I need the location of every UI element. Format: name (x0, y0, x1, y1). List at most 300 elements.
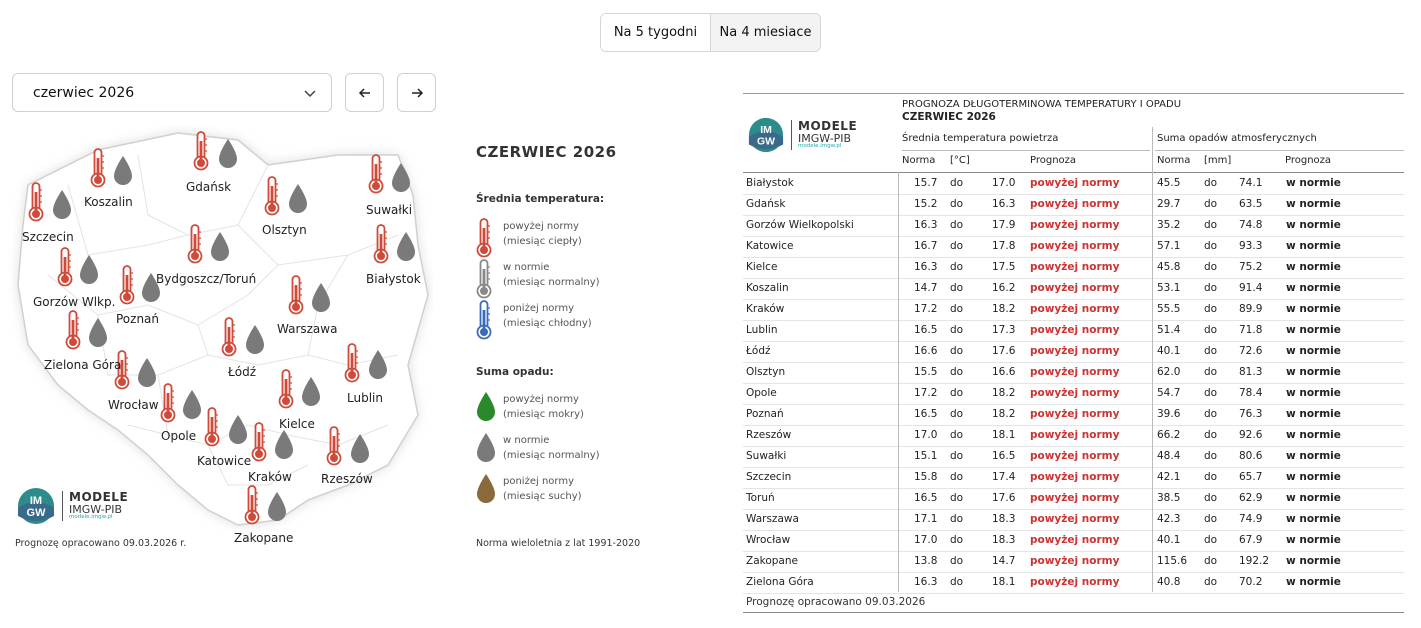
col-precip-unit: [mm] (1204, 155, 1232, 166)
cell-pf: w normie (1286, 534, 1341, 546)
imgw-emblem-icon (16, 486, 56, 526)
cell-pf: w normie (1286, 408, 1341, 420)
cell-t1: 16.3 (914, 576, 938, 588)
cell-pf: w normie (1286, 576, 1341, 588)
cell-pf: w normie (1286, 303, 1341, 315)
table-row (743, 278, 1404, 300)
thermometer-icon (187, 224, 203, 268)
map-city-label: Zielona Góra (44, 358, 122, 372)
cell-t1: 16.3 (914, 261, 938, 273)
table-row (743, 551, 1404, 573)
map-city-label: Suwałki (366, 203, 413, 217)
temp-group-header: Średnia temperatura powietrza (902, 133, 1059, 144)
cell-p1: 62.0 (1157, 366, 1181, 378)
svg-text:GW: GW (26, 507, 46, 519)
cell-p2: 75.2 (1239, 261, 1263, 273)
table-row (743, 509, 1404, 531)
raindrop-icon (475, 391, 497, 427)
map-city-label: Łódź (228, 365, 257, 379)
range-do-label: do (1204, 492, 1218, 504)
map-city-label: Kielce (279, 417, 315, 431)
map-city-label: Zakopane (234, 531, 294, 545)
cell-pf: w normie (1286, 366, 1341, 378)
range-do-label: do (950, 471, 964, 483)
logo-line-2: IMGW-PIB (798, 131, 852, 145)
cell-p1: 42.3 (1157, 513, 1181, 525)
cell-t2: 17.6 (992, 492, 1016, 504)
range-do-label: do (950, 408, 964, 420)
arrow-left-icon (358, 86, 372, 100)
raindrop-icon (78, 254, 100, 290)
cell-t1: 13.8 (914, 555, 938, 567)
cell-t1: 16.5 (914, 492, 938, 504)
cell-pf: w normie (1286, 345, 1341, 357)
cell-p1: 29.7 (1157, 198, 1181, 210)
cell-t2: 18.1 (992, 576, 1016, 588)
table-subtitle: CZERWIEC 2026 (902, 111, 996, 123)
cell-p1: 55.5 (1157, 303, 1181, 315)
range-do-label: do (1204, 534, 1218, 546)
legend-item-text (503, 392, 584, 422)
table-row (743, 530, 1404, 552)
tab-4-months[interactable]: Na 4 miesiace (710, 14, 820, 51)
col-temp-unit: [°C] (950, 155, 970, 166)
cell-p1: 45.8 (1157, 261, 1181, 273)
cell-p2: 63.5 (1239, 198, 1263, 210)
raindrop-icon (112, 155, 134, 191)
legend-temp-header: Średnia temperatura: (476, 193, 605, 205)
map-city-label: Bydgoszcz/Toruń (156, 272, 257, 286)
raindrop-icon (300, 376, 322, 412)
range-do-label: do (950, 177, 964, 189)
cell-tf: powyżej normy (1030, 324, 1120, 336)
cell-t1: 15.1 (914, 450, 938, 462)
cell-t1: 17.2 (914, 387, 938, 399)
cell-t1: 15.7 (914, 177, 938, 189)
legend-item-label: powyżej normy (503, 394, 579, 405)
range-do-label: do (950, 240, 964, 252)
month-select-value: czerwiec 2026 (33, 84, 135, 101)
cell-city: Olsztyn (746, 366, 786, 378)
map-city-label: Kraków (248, 470, 292, 484)
cell-pf: w normie (1286, 240, 1341, 252)
cell-p1: 40.1 (1157, 534, 1181, 546)
cell-tf: powyżej normy (1030, 219, 1120, 231)
range-do-label: do (1204, 366, 1218, 378)
cell-t1: 14.7 (914, 282, 938, 294)
map-city-label: Gorzów Wlkp. (33, 295, 116, 309)
legend-item-sublabel: (miesiąc normalny) (503, 450, 600, 461)
cell-t2: 17.0 (992, 177, 1016, 189)
thermometer-icon (344, 343, 360, 387)
thermometer-icon (288, 275, 304, 319)
map-city-label: Olsztyn (262, 223, 307, 237)
cell-city: Wrocław (746, 534, 791, 546)
table-footer: Prognozę opracowano 09.03.2026 (746, 596, 926, 608)
arrow-right-icon (410, 86, 424, 100)
range-do-label: do (950, 450, 964, 462)
cell-tf: powyżej normy (1030, 198, 1120, 210)
cell-t2: 17.6 (992, 345, 1016, 357)
cell-t2: 17.9 (992, 219, 1016, 231)
thermometer-icon (28, 182, 44, 226)
cell-tf: powyżej normy (1030, 282, 1120, 294)
range-do-label: do (950, 576, 964, 588)
cell-tf: powyżej normy (1030, 450, 1120, 462)
map-city-label: Katowice (197, 454, 252, 468)
raindrop-icon (367, 349, 389, 385)
table-row (743, 404, 1404, 426)
map-city-label: Koszalin (84, 195, 133, 209)
cell-p2: 62.9 (1239, 492, 1263, 504)
norm-note: Norma wieloletnia z lat 1991-2020 (476, 538, 641, 549)
cell-t1: 16.3 (914, 219, 938, 231)
cell-city: Katowice (746, 240, 794, 252)
cell-p2: 80.6 (1239, 450, 1263, 462)
forecast-range-tabs (600, 13, 821, 52)
cell-city: Zakopane (746, 555, 798, 567)
range-do-label: do (950, 492, 964, 504)
range-do-label: do (950, 219, 964, 231)
thermometer-icon (160, 383, 176, 427)
cell-p1: 35.2 (1157, 219, 1181, 231)
legend-item-label: poniżej normy (503, 303, 574, 314)
cell-p1: 54.7 (1157, 387, 1181, 399)
map-footer: Prognozę opracowano 09.03.2026 r. (15, 538, 187, 549)
range-do-label: do (950, 555, 964, 567)
range-do-label: do (950, 366, 964, 378)
raindrop-icon (244, 324, 266, 360)
table-title: PROGNOZA DŁUGOTERMINOWA TEMPERATURY I OPADU (902, 99, 1182, 110)
cell-t2: 16.5 (992, 450, 1016, 462)
thermometer-icon (476, 259, 492, 303)
tab-5-weeks[interactable]: Na 5 tygodni (601, 14, 710, 51)
raindrop-icon (390, 162, 412, 198)
forecast-map (8, 125, 433, 545)
table-row (743, 173, 1404, 195)
raindrop-icon (273, 429, 295, 465)
range-do-label: do (950, 324, 964, 336)
range-do-label: do (1204, 261, 1218, 273)
cell-t2: 18.2 (992, 303, 1016, 315)
raindrop-icon (287, 183, 309, 219)
legend-item-label: powyżej normy (503, 221, 579, 232)
range-do-label: do (1204, 177, 1218, 189)
range-do-label: do (1204, 240, 1218, 252)
col-precip-norma: Norma (1157, 155, 1191, 166)
cell-city: Łódź (746, 345, 771, 357)
legend-item-text (503, 260, 600, 290)
cell-city: Koszalin (746, 282, 789, 294)
cell-p1: 38.5 (1157, 492, 1181, 504)
thermometer-icon (476, 300, 492, 344)
col-temp-norma: Norma (902, 155, 936, 166)
legend-item-sublabel: (miesiąc mokry) (503, 409, 584, 420)
thermometer-icon (119, 265, 135, 309)
logo-line-1: MODELE (798, 119, 858, 134)
map-city-label: Opole (161, 429, 197, 443)
forecast-table (743, 93, 1404, 613)
legend-item-text (503, 433, 600, 463)
range-do-label: do (950, 198, 964, 210)
cell-pf: w normie (1286, 492, 1341, 504)
cell-p2: 74.8 (1239, 219, 1263, 231)
table-row (743, 257, 1404, 279)
cell-t2: 17.8 (992, 240, 1016, 252)
cell-tf: powyżej normy (1030, 177, 1120, 189)
cell-city: Rzeszów (746, 429, 792, 441)
cell-t1: 17.0 (914, 429, 938, 441)
map-city-label: Wrocław (108, 398, 159, 412)
cell-city: Gorzów Wielkopolski (746, 219, 854, 231)
cell-tf: powyżej normy (1030, 240, 1120, 252)
raindrop-icon (87, 317, 109, 353)
cell-p2: 78.4 (1239, 387, 1263, 399)
raindrop-icon (475, 432, 497, 468)
range-do-label: do (950, 534, 964, 546)
legend-item-sublabel: (miesiąc normalny) (503, 277, 600, 288)
cell-city: Gdańsk (746, 198, 786, 210)
cell-t1: 17.2 (914, 303, 938, 315)
cell-t2: 18.2 (992, 387, 1016, 399)
logo-line-2: IMGW-PIB (69, 502, 123, 516)
cell-city: Opole (746, 387, 777, 399)
range-do-label: do (1204, 576, 1218, 588)
cell-p2: 67.9 (1239, 534, 1263, 546)
cell-city: Toruń (746, 492, 775, 504)
cell-pf: w normie (1286, 429, 1341, 441)
range-do-label: do (1204, 387, 1218, 399)
svg-text:IM: IM (29, 495, 43, 507)
table-row (743, 341, 1404, 363)
cell-tf: powyżej normy (1030, 366, 1120, 378)
col-precip-prognoza: Prognoza (1285, 155, 1332, 166)
cell-city: Białystok (746, 177, 794, 189)
range-do-label: do (950, 303, 964, 315)
range-do-label: do (1204, 429, 1218, 441)
cell-p2: 65.7 (1239, 471, 1263, 483)
cell-pf: w normie (1286, 219, 1341, 231)
imgw-logo-map (16, 486, 128, 526)
cell-t2: 18.2 (992, 408, 1016, 420)
prev-month-button[interactable] (345, 73, 384, 112)
cell-t1: 16.5 (914, 324, 938, 336)
cell-city: Kielce (746, 261, 778, 273)
cell-pf: w normie (1286, 177, 1341, 189)
svg-text:GW: GW (757, 136, 775, 148)
cell-t1: 16.6 (914, 345, 938, 357)
cell-p1: 51.4 (1157, 324, 1181, 336)
legend-title: CZERWIEC 2026 (476, 143, 617, 161)
imgw-logo-table (747, 116, 857, 154)
raindrop-icon (217, 138, 239, 174)
cell-p2: 74.9 (1239, 513, 1263, 525)
cell-tf: powyżej normy (1030, 534, 1120, 546)
cell-p2: 71.8 (1239, 324, 1263, 336)
raindrop-icon (227, 414, 249, 450)
cell-tf: powyżej normy (1030, 576, 1120, 588)
thermometer-icon (251, 422, 267, 466)
map-city-label: Gdańsk (186, 180, 232, 194)
legend-item-text (503, 474, 582, 504)
raindrop-icon (136, 357, 158, 393)
cell-t2: 18.1 (992, 429, 1016, 441)
legend-item-sublabel: (miesiąc suchy) (503, 491, 582, 502)
cell-pf: w normie (1286, 513, 1341, 525)
next-month-button[interactable] (397, 73, 436, 112)
range-do-label: do (950, 513, 964, 525)
cell-p2: 76.3 (1239, 408, 1263, 420)
table-row (743, 446, 1404, 468)
table-row (743, 383, 1404, 405)
raindrop-icon (395, 231, 417, 267)
cell-p2: 192.2 (1239, 555, 1270, 567)
cell-t2: 17.3 (992, 324, 1016, 336)
cell-t2: 18.3 (992, 534, 1016, 546)
legend-item-label: w normie (503, 435, 550, 446)
thermometer-icon (65, 310, 81, 354)
logo-line-1: MODELE (69, 490, 129, 505)
cell-t1: 15.2 (914, 198, 938, 210)
table-row (743, 425, 1404, 447)
map-city-label: Rzeszów (321, 472, 373, 486)
cell-p1: 115.6 (1157, 555, 1188, 567)
raindrop-icon (181, 389, 203, 425)
svg-text:IM: IM (760, 125, 772, 137)
cell-t2: 17.5 (992, 261, 1016, 273)
map-city-label: Poznań (116, 312, 160, 326)
cell-p2: 70.2 (1239, 576, 1263, 588)
cell-p1: 42.1 (1157, 471, 1181, 483)
cell-tf: powyżej normy (1030, 303, 1120, 315)
legend-item-text (503, 219, 582, 249)
cell-t1: 17.0 (914, 534, 938, 546)
cell-tf: powyżej normy (1030, 261, 1120, 273)
thermometer-icon (373, 224, 389, 268)
cell-city: Poznań (746, 408, 784, 420)
cell-pf: w normie (1286, 324, 1341, 336)
legend-item-sublabel: (miesiąc chłodny) (503, 318, 592, 329)
logo-line-3: modele.imgw.pl (798, 143, 842, 150)
cell-p1: 48.4 (1157, 450, 1181, 462)
map-city-label: Warszawa (277, 322, 338, 336)
cell-tf: powyżej normy (1030, 471, 1120, 483)
chevron-down-icon (303, 86, 317, 100)
imgw-emblem-icon (747, 116, 785, 154)
cell-tf: powyżej normy (1030, 345, 1120, 357)
cell-p2: 74.1 (1239, 177, 1263, 189)
cell-tf: powyżej normy (1030, 408, 1120, 420)
cell-pf: w normie (1286, 198, 1341, 210)
cell-city: Suwałki (746, 450, 787, 462)
cell-t2: 16.3 (992, 198, 1016, 210)
range-do-label: do (1204, 282, 1218, 294)
cell-pf: w normie (1286, 387, 1341, 399)
map-city-label: Białystok (366, 272, 421, 286)
map-city-label: Lublin (347, 391, 383, 405)
legend-item-text (503, 301, 592, 331)
cell-t1: 16.5 (914, 408, 938, 420)
range-do-label: do (1204, 219, 1218, 231)
cell-pf: w normie (1286, 261, 1341, 273)
cell-tf: powyżej normy (1030, 387, 1120, 399)
thermometer-icon (264, 176, 280, 220)
cell-t2: 16.2 (992, 282, 1016, 294)
table-row (743, 572, 1404, 594)
table-row (743, 362, 1404, 384)
thermometer-icon (278, 369, 294, 413)
range-do-label: do (950, 345, 964, 357)
cell-city: Warszawa (746, 513, 799, 525)
cell-p1: 53.1 (1157, 282, 1181, 294)
cell-p2: 72.6 (1239, 345, 1263, 357)
cell-p2: 93.3 (1239, 240, 1263, 252)
range-do-label: do (950, 429, 964, 441)
cell-t1: 16.7 (914, 240, 938, 252)
cell-p2: 91.4 (1239, 282, 1263, 294)
cell-city: Szczecin (746, 471, 792, 483)
thermometer-icon (114, 350, 130, 394)
cell-t2: 14.7 (992, 555, 1016, 567)
range-do-label: do (1204, 303, 1218, 315)
month-select[interactable] (12, 73, 332, 112)
legend-item-sublabel: (miesiąc ciepły) (503, 236, 582, 247)
table-row (743, 467, 1404, 489)
thermometer-icon (57, 247, 73, 291)
col-temp-prognoza: Prognoza (1030, 155, 1077, 166)
table-row (743, 299, 1404, 321)
cell-pf: w normie (1286, 282, 1341, 294)
range-do-label: do (1204, 408, 1218, 420)
thermometer-icon (221, 317, 237, 361)
table-row (743, 194, 1404, 216)
range-do-label: do (1204, 513, 1218, 525)
cell-t1: 15.5 (914, 366, 938, 378)
cell-p2: 81.3 (1239, 366, 1263, 378)
cell-p2: 92.6 (1239, 429, 1263, 441)
raindrop-icon (51, 189, 73, 225)
legend-precip-header: Suma opadu: (476, 366, 554, 378)
cell-t2: 17.4 (992, 471, 1016, 483)
table-row (743, 320, 1404, 342)
table-row (743, 488, 1404, 510)
cell-p1: 66.2 (1157, 429, 1181, 441)
cell-pf: w normie (1286, 471, 1341, 483)
cell-p2: 89.9 (1239, 303, 1263, 315)
map-city-label: Szczecin (22, 230, 74, 244)
range-do-label: do (1204, 450, 1218, 462)
cell-t2: 18.3 (992, 513, 1016, 525)
cell-p1: 40.8 (1157, 576, 1181, 588)
raindrop-icon (310, 282, 332, 318)
legend-item-label: w normie (503, 262, 550, 273)
thermometer-icon (204, 407, 220, 451)
thermometer-icon (244, 485, 260, 529)
cell-t2: 16.6 (992, 366, 1016, 378)
table-row (743, 236, 1404, 258)
cell-pf: w normie (1286, 450, 1341, 462)
cell-p1: 57.1 (1157, 240, 1181, 252)
thermometer-icon (326, 426, 342, 470)
cell-p1: 45.5 (1157, 177, 1181, 189)
range-do-label: do (950, 282, 964, 294)
raindrop-icon (209, 231, 231, 267)
cell-city: Zielona Góra (746, 576, 814, 588)
cell-pf: w normie (1286, 555, 1341, 567)
range-do-label: do (950, 261, 964, 273)
thermometer-icon (476, 218, 492, 262)
raindrop-icon (266, 491, 288, 527)
